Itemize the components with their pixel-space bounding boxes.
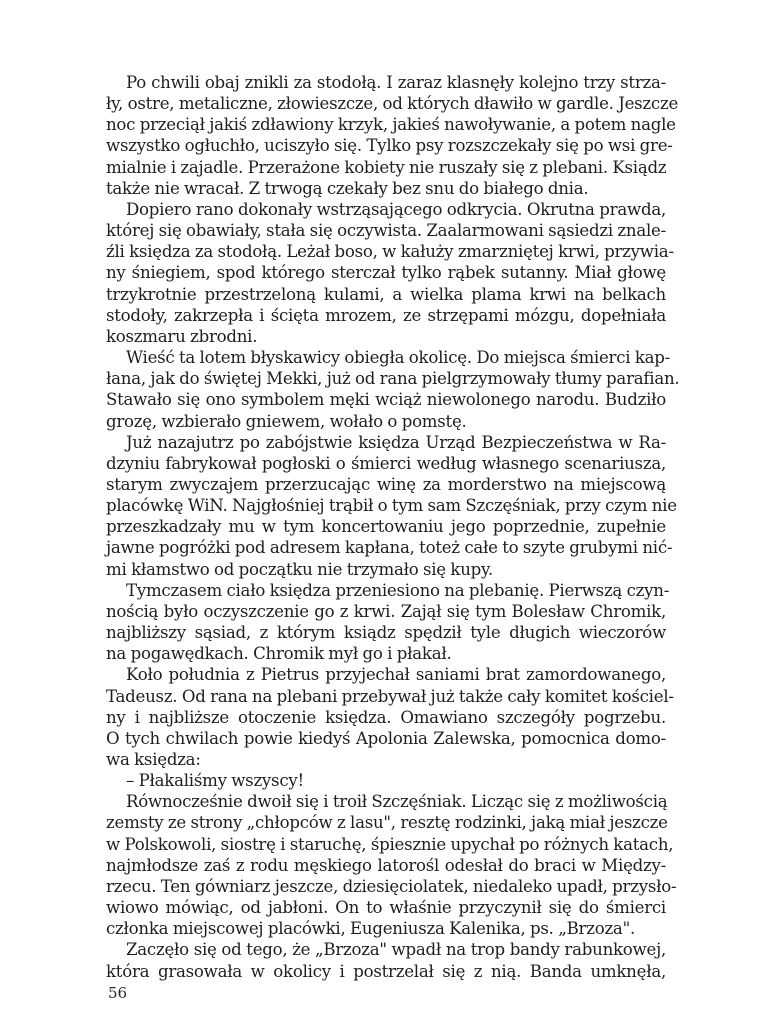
text-line: koszmaru zbrodni. — [106, 326, 258, 346]
text-line: jawne pogróżki pod adresem kapłana, toteż całe to szyte grubymi nić- — [106, 538, 673, 558]
text-line: Tymczasem ciało księdza przeniesiono na plebanię. Pierwszą czyn- — [126, 580, 670, 600]
text-line: Wieść ta lotem błyskawicy obiegła okolicę. Do miejsca śmierci kap- — [126, 348, 671, 368]
text-line: zemsty ze strony „chłopców z lasu", resztę rodzinki, jaką miał jeszcze — [106, 813, 668, 833]
text-line: – Płakaliśmy wszyscy! — [126, 771, 304, 791]
text-line: źli księdza za stodołą. Leżał boso, w kałuży zmarzniętej krwi, przywia- — [106, 242, 674, 262]
text-line: dzyniu fabrykował pogłoski o śmierci według własnego scenariusza, — [106, 453, 666, 473]
text-line: Stawało się ono symbolem męki wciąż niewolonego narodu. Budziło — [106, 390, 666, 410]
text-line: trzykrotnie przestrzeloną kulami, a wielka plama krwi na belkach — [106, 284, 666, 304]
text-line: placówkę WiN. Najgłośniej trąbił o tym sam Szczęśniak, przy czym nie — [106, 496, 677, 516]
text-line: wszystko ogłuchło, uciszyło się. Tylko psy rozszczekały się po wsi gre- — [106, 136, 673, 156]
text-line: także nie wracał. Z trwogą czekały bez snu do białego dnia. — [106, 178, 589, 198]
text-line: Po chwili obaj znikli za stodołą. I zaraz klasnęły kolejno trzy strza- — [126, 73, 666, 92]
text-line: stodoły, zakrzepła i ścięta mrozem, ze strzępami mózgu, dopełniała — [106, 305, 666, 325]
page-number: 56 — [108, 984, 128, 1002]
text-line: najbliższy sąsiad, z którym ksiądz spędził tyle długich wieczorów — [106, 623, 666, 643]
paragraph — [106, 770, 666, 791]
text-line: ły, ostre, metaliczne, złowieszcze, od których dławiło w gardle. Jeszcze — [106, 94, 679, 114]
paragraph — [106, 347, 680, 432]
text-line: Dopiero rano dokonały wstrząsającego odkrycia. Okrutna prawda, — [126, 199, 666, 219]
text-line: łana, jak do świętej Mekki, już od rana pielgrzymowały tłumy parafian. — [106, 369, 680, 389]
text-line: Już nazajutrz po zabójstwie księdza Urząd Bezpieczeństwa w Ra- — [126, 432, 666, 452]
text-line: rzecu. Ten gówniarz jeszcze, dziesięciolatek, niedaleko upadł, przysło- — [106, 876, 677, 896]
text-line: Równocześnie dwoił się i troił Szczęśniak. Licząc się z możliwością — [126, 792, 668, 812]
text-line: ny i najbliższe otoczenie księdza. Omawiano szczegóły pogrzebu. — [106, 707, 666, 727]
paragraph — [106, 199, 674, 347]
text-line: noc przeciął jakiś zdławiony krzyk, jakieś nawoływanie, a potem nagle — [106, 115, 676, 135]
text-line: członka miejscowej placówki, Eugeniusza Kalenika, ps. „Brzoza". — [106, 919, 635, 939]
text-line: przeszkadzały mu w tym koncertowaniu jego poprzednie, zupełnie — [106, 517, 666, 537]
text-line: O tych chwilach powie kiedyś Apolonia Zalewska, pomocnica domo- — [106, 728, 666, 748]
text-line: nością było oczyszczenie go z krwi. Zajął się tym Bolesław Chromik, — [106, 601, 666, 621]
paragraph — [106, 580, 670, 665]
text-line: Zaczęło się od tego, że „Brzoza" wpadł na trop bandy rabunkowej, — [126, 940, 666, 960]
text-line: mi kłamstwo od początku nie trzymało się kupy. — [106, 559, 493, 579]
text-line: grozę, wzbierało gniewem, wołało o pomstę. — [106, 411, 467, 431]
text-line: starym zwyczajem przerzucając winę za morderstwo na miejscową — [106, 474, 666, 494]
paragraph — [106, 72, 679, 199]
paragraph — [106, 432, 677, 580]
text-line: ny śniegiem, spod którego sterczał tylko rąbek sutanny. Miał głowę — [106, 263, 666, 283]
text-line: wiowo mówiąc, od jabłoni. On to właśnie przyczynił się do śmierci — [106, 898, 666, 918]
text-line: wa księdza: — [106, 750, 201, 769]
paragraph — [106, 791, 677, 939]
text-line: w Polskowoli, siostrę i staruchę, śpiesznie upychał po różnych katach, — [106, 834, 674, 854]
paragraph — [106, 664, 674, 770]
paragraph — [106, 939, 666, 981]
text-line: najmłodsze zaś z rodu męskiego latorośl odesłał do braci w Między- — [106, 855, 666, 875]
text-line: której się obawiały, stała się oczywista. Zaalarmowani sąsiedzi znale- — [106, 221, 666, 241]
text-line: Tadeusz. Od rana na plebani przebywał już także cały komitet kościel- — [106, 686, 674, 706]
body-text — [106, 72, 680, 982]
text-line: na pogawędkach. Chromik mył go i płakał. — [106, 644, 452, 664]
text-line: która grasowała w okolicy i postrzelał się z nią. Banda umknęła, — [106, 961, 666, 981]
text-line: mialnie i zajadle. Przerażone kobiety nie ruszały się z plebani. Ksiądz — [106, 157, 667, 177]
text-line: Koło południa z Pietrus przyjechał saniami brat zamordowanego, — [126, 665, 666, 685]
